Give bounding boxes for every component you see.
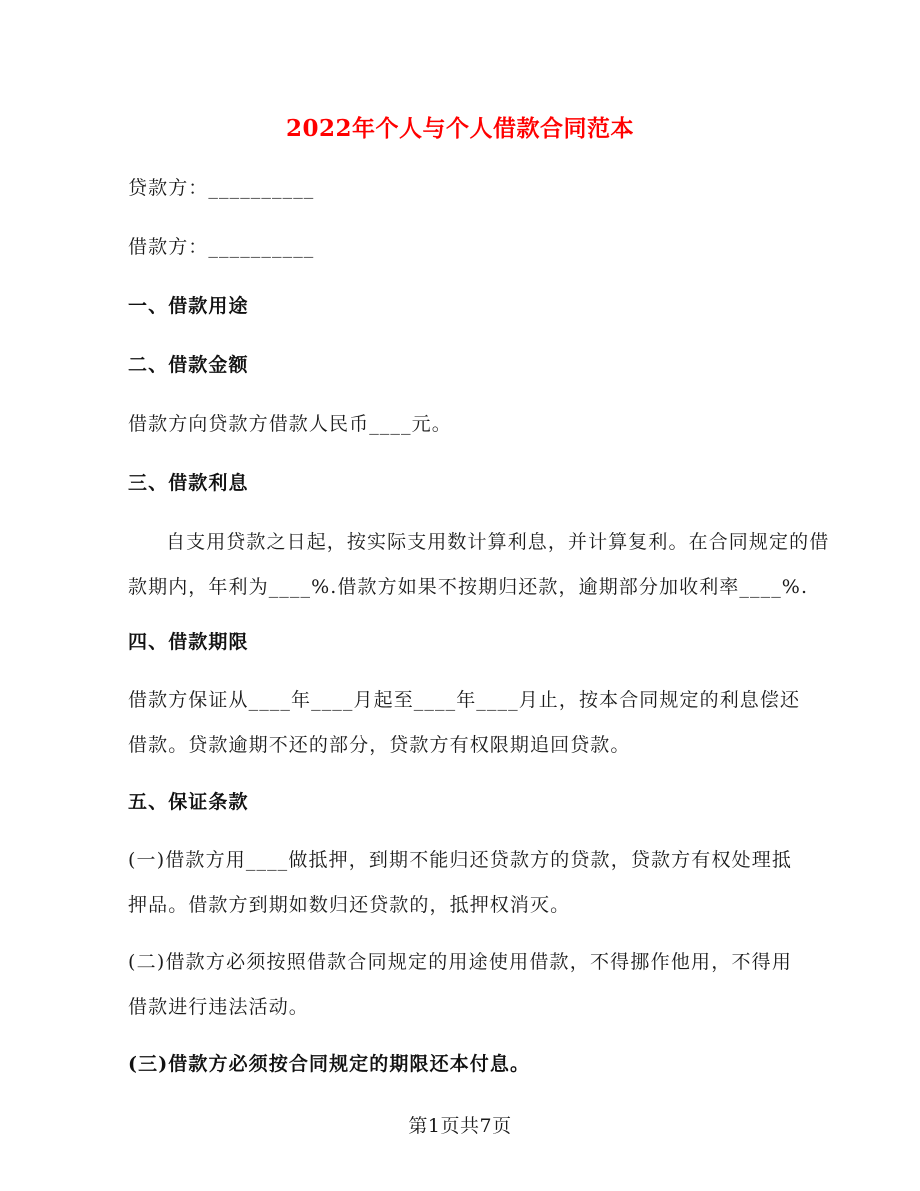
clause-3-line: (三)借款方必须按合同规定的期限还本付息。 [128, 1053, 531, 1075]
page-footer: 第1页共7页 [408, 1115, 512, 1137]
section-4-paragraph-line-2: 借款。贷款逾期不还的部分，贷款方有权限期追回贷款。 [128, 734, 631, 756]
borrower-line [128, 235, 798, 259]
clause-2-line-2: 借款进行违法活动。 [128, 996, 309, 1018]
borrower-blank: __________ [208, 236, 315, 258]
clause-1-line-1: (一)借款方用____做抵押，到期不能归还贷款方的贷款，贷款方有权处理抵 [128, 849, 792, 871]
section-3-paragraph-line-1: 自支用贷款之日起，按实际支用数计算利息，并计算复利。在合同规定的借 [166, 531, 830, 553]
clause-2-line-1: (二)借款方必须按照借款合同规定的用途使用借款，不得挪作他用，不得用 [128, 951, 792, 973]
section-2-heading: 二、借款金额 [128, 354, 249, 376]
lender-line [128, 176, 798, 200]
section-3-heading: 三、借款利息 [128, 472, 249, 494]
borrower-label: 借款方： [128, 236, 209, 258]
section-3-paragraph-line-2: 款期内，年利为____%.借款方如果不按期归还款，逾期部分加收利率____%. [128, 576, 809, 598]
section-1-heading: 一、借款用途 [128, 295, 249, 317]
section-2-paragraph: 借款方向贷款方借款人民币____元。 [128, 413, 452, 435]
document-title: 2022年个人与个人借款合同范本 [285, 115, 634, 142]
section-5-heading: 五、保证条款 [128, 791, 249, 813]
section-4-heading: 四、借款期限 [128, 631, 249, 653]
lender-label: 贷款方： [128, 177, 209, 199]
clause-1-line-2: 押品。借款方到期如数归还贷款的，抵押权消灭。 [128, 894, 571, 916]
section-4-paragraph-line-1: 借款方保证从____年____月起至____年____月止，按本合同规定的利息偿还 [128, 689, 801, 711]
lender-blank: __________ [208, 177, 315, 199]
